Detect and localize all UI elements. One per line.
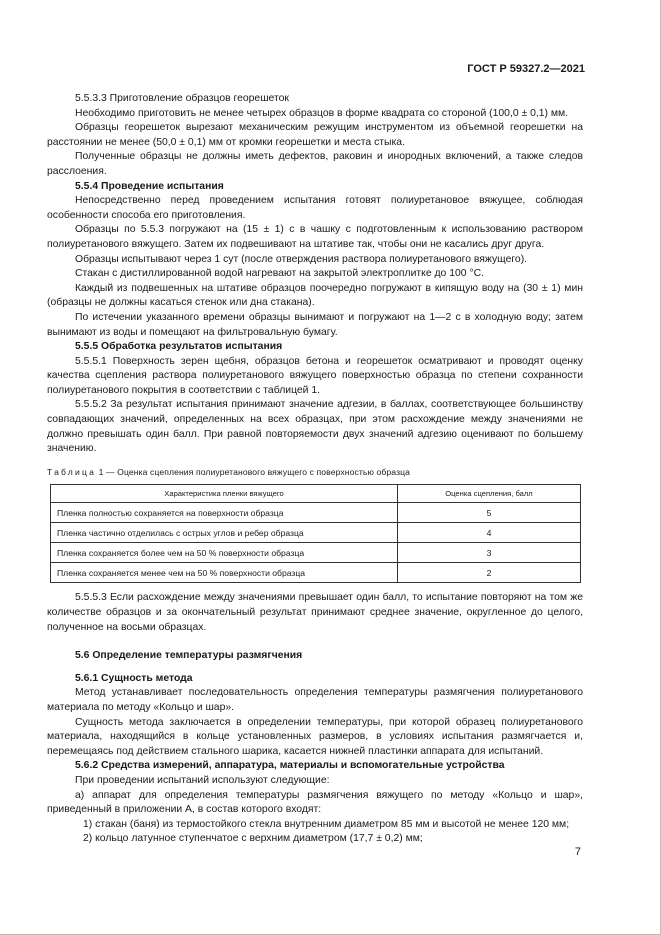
table-caption-text: 1 — Оценка сцепления полиуретанового вяжущего с поверхностью образца — [98, 466, 411, 477]
table-row — [51, 543, 581, 563]
paragraph: Полученные образцы не должны иметь дефектов, раковин и инородных включений, а также следов расслоения. — [47, 151, 583, 177]
paragraph: Непосредственно перед проведением испытания готовят полиуретановое вяжущее, соблюдая особенности способа его приготовления. — [47, 195, 583, 221]
section-heading-5-6: 5.6 Определение температуры размягчения — [75, 650, 303, 662]
table-cell: Пленка сохраняется более чем на 50 % поверхности образца — [51, 543, 398, 563]
paragraph: Сущность метода заключается в определении температуры, при которой образец полиуретанового материала, находящийся в кольце установленных размеров, в условиях испытания размягчается и, перемещаясь под действием стального шарика, касается нижней пластинки аппарата для испытаний. — [47, 716, 583, 757]
table-1 — [50, 484, 581, 583]
section-heading-5-6-1: 5.6.1 Сущность метода — [75, 672, 193, 684]
table-header-row — [51, 485, 581, 503]
document-body — [47, 92, 583, 847]
paragraph: Необходимо приготовить не менее четырех образцов в форме квадрата со стороной (100,0 ± 0,1) мм. — [75, 107, 569, 119]
paragraph: Метод устанавливает последовательность определения температуры размягчения полиуретанового материала по методу «Кольцо и шар». — [47, 687, 583, 713]
list-item: а) аппарат для определения температуры размягчения вяжущего по методу «Кольцо и шар», приведенный в приложении А, в состав которого входят: — [47, 789, 583, 816]
section-heading-5-5-4: 5.5.4 Проведение испытания — [75, 180, 224, 192]
table-cell: 5 — [398, 503, 581, 523]
table-cell: Пленка полностью сохраняется на поверхности образца — [51, 503, 398, 523]
page-number: 7 — [574, 846, 581, 858]
paragraph: 5.5.5.1 Поверхность зерен щебня, образцов бетона и георешеток осматривают и проводят оценку качества сцепления раствора полиуретанового вяжущего поверхностью образца по степени сохранности полиуретанового покрытия в соответствии с таблицей 1. — [47, 355, 583, 396]
para-5-5-3-3: 5.5.3.3 Приготовление образцов георешеток — [75, 93, 289, 104]
table-caption-label: Таблица — [47, 466, 97, 477]
paragraph: Образцы по 5.5.3 погружают на (15 ± 1) с в чашку с подготовленным к использованию раствором полиуретанового вяжущего. Затем их подвешивают на штативе так, чтобы они не касались друг друга. — [47, 224, 583, 250]
paragraph: 5.5.5.3 Если расхождение между значениями превышает один балл, то испытание повторяют на том же количестве образцов и за окончательный результат принимают среднее значение, округленное до целого, полученное на восьми образцах. — [47, 592, 583, 633]
table-row — [51, 563, 581, 583]
list-item: 1) стакан (баня) из термостойкого стекла внутренним диаметром 85 мм и высотой не менее 120 мм; — [83, 818, 570, 830]
section-heading-5-5-5: 5.5.5 Обработка результатов испытания — [75, 341, 283, 353]
table-caption — [47, 465, 583, 480]
table-cell: 4 — [398, 523, 581, 543]
paragraph: Образцы георешеток вырезают механическим режущим инструментом из объемной георешетки на расстоянии не менее (50,0 ± 0,1) мм от кромки георешетки и места стыка. — [47, 122, 583, 148]
paragraph: Каждый из подвешенных на штативе образцов поочередно погружают в кипящую воду на (30 ± 1) мин (образцы не должны касаться стенок или дна стакана). — [47, 282, 583, 309]
paragraph: 5.5.5.2 За результат испытания принимают значение адгезии, в баллах, соответствующее большинству совпадающих значений, определенных на всех образцах, при этом расхождение между значениями не должно превышать один балл. При равной повторяемости двух значений адгезию оценивают по большему значению. — [47, 399, 583, 455]
table-cell: 3 — [398, 543, 581, 563]
table-header-cell: Оценка сцепления, балл — [398, 485, 581, 503]
standard-number: ГОСТ Р 59327.2—2021 — [467, 63, 585, 75]
paragraph: Стакан с дистиллированной водой нагревают на закрытой электроплитке до 100 °С. — [75, 268, 484, 280]
list-item: 2) кольцо латунное ступенчатое с верхним диаметром (17,7 ± 0,2) мм; — [83, 833, 423, 845]
section-heading-5-6-2: 5.6.2 Средства измерений, аппаратура, материалы и вспомогательные устройства — [75, 760, 505, 772]
table-cell: Пленка сохраняется менее чем на 50 % поверхности образца — [51, 563, 398, 583]
paragraph: При проведении испытаний используют следующие: — [75, 774, 330, 786]
paragraph: По истечении указанного времени образцы вынимают и погружают на 1—2 с в холодную воду; затем вынимают из воды и помещают на фильтровальную бумагу. — [47, 311, 583, 338]
table-cell: Пленка частично отделилась с острых углов и ребер образца — [51, 523, 398, 543]
table-row — [51, 503, 581, 523]
table-cell: 2 — [398, 563, 581, 583]
paragraph: Образцы испытывают через 1 сут (после отверждения раствора полиуретанового вяжущего). — [75, 253, 528, 265]
table-header-cell: Характеристика пленки вяжущего — [51, 485, 398, 503]
table-row — [51, 523, 581, 543]
